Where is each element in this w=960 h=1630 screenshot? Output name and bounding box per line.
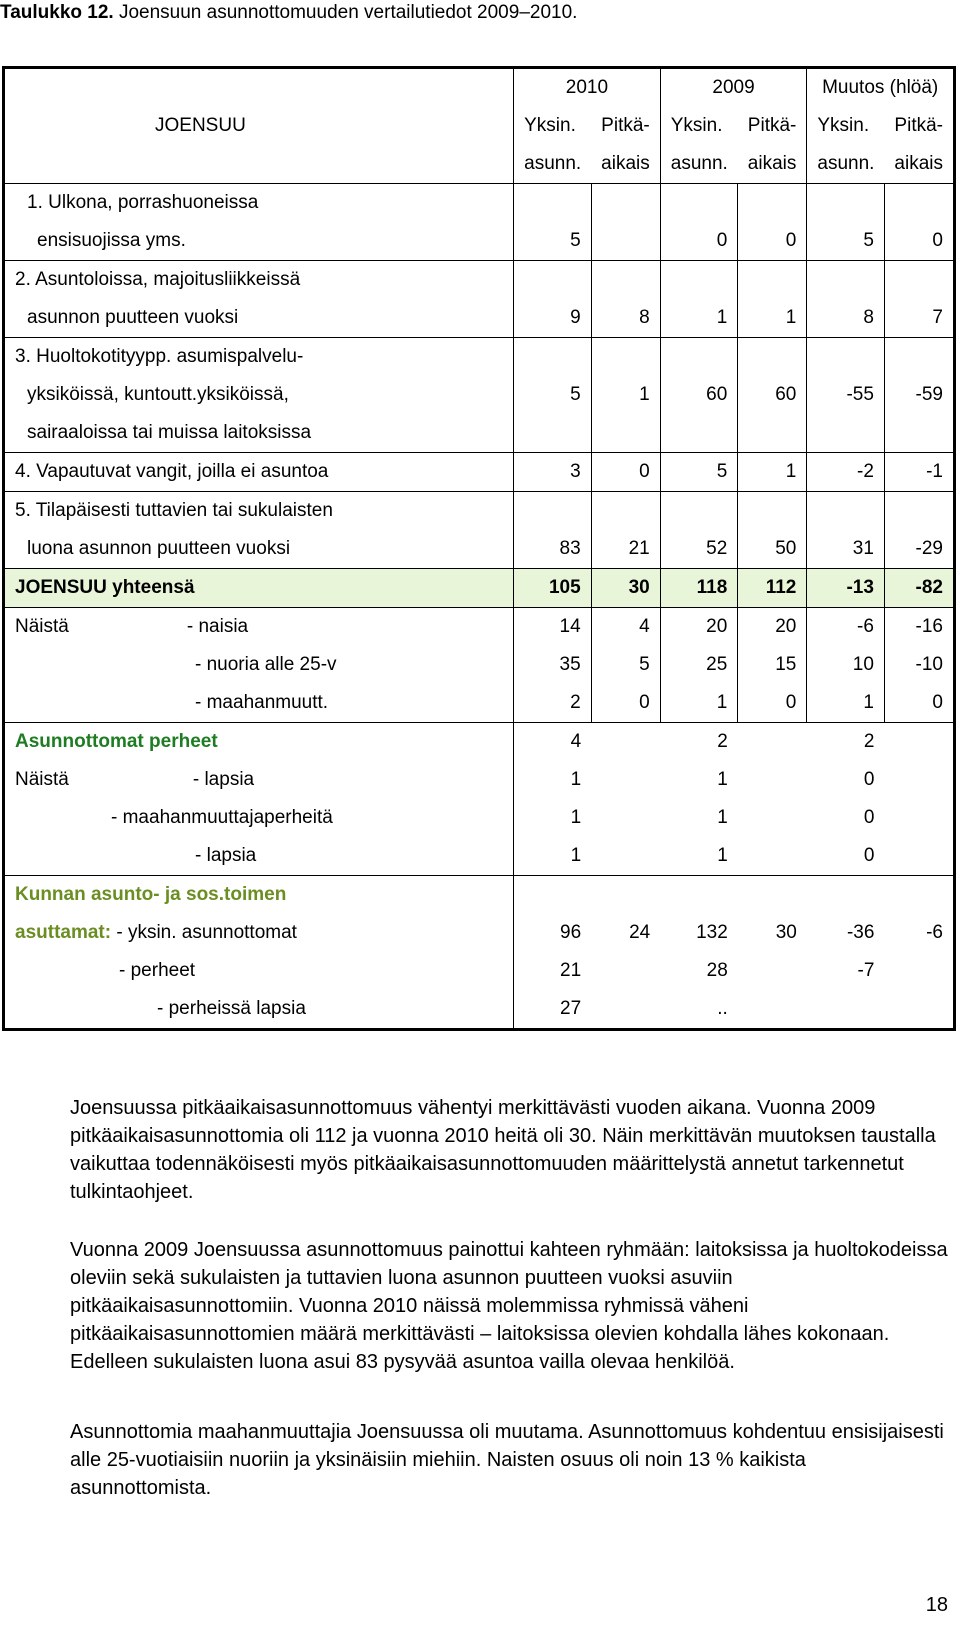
cell <box>807 338 885 377</box>
header-year-2009: 2009 <box>660 68 807 108</box>
cell <box>884 492 954 531</box>
row-label <box>4 761 514 799</box>
cell: -7 <box>857 960 875 981</box>
cell: 60 <box>660 376 738 414</box>
cell: 4 <box>514 723 592 762</box>
cell: 4 <box>591 608 660 647</box>
cell <box>807 184 885 223</box>
table-row <box>4 184 955 223</box>
header-row-year <box>4 68 955 108</box>
cell: 30 <box>591 569 660 608</box>
cell: 83 <box>514 530 592 569</box>
cell: 10 <box>807 646 885 684</box>
header-year-2010: 2010 <box>514 68 661 108</box>
table-row <box>4 222 955 261</box>
row-label: 2. Asuntoloissa, majoitusliikkeissä <box>4 261 514 300</box>
header-cell: aikais <box>884 145 954 184</box>
cell <box>738 837 807 876</box>
header-cell: Pitkä- <box>601 115 650 136</box>
cell: 31 <box>807 530 885 569</box>
cell: 1 <box>717 769 728 790</box>
cell: 25 <box>660 646 738 684</box>
kunta-label: Kunnan asunto- ja sos.toimen <box>4 876 514 915</box>
table-row <box>4 299 955 338</box>
header-cell: Pitkä- <box>747 115 797 136</box>
cell <box>738 492 807 531</box>
cell <box>591 338 660 377</box>
paragraph: Asunnottomia maahanmuuttajia Joensuussa oli muutama. Asunnottomuus kohdentuu ensisijaisesti alle 25-vuotiaisiin nuoriin ja yksinäisiin miehiin. Naisten osuus oli noin 13 % kaikista asunnottomista. <box>70 1421 944 1499</box>
cell: -29 <box>884 530 954 569</box>
table-row <box>4 876 955 915</box>
cell: 9 <box>514 299 592 338</box>
cell <box>738 723 807 762</box>
cell: 50 <box>738 530 807 569</box>
cell: 0 <box>738 222 807 261</box>
naista-label: Näistä <box>15 769 69 790</box>
cell <box>738 876 807 915</box>
table-row <box>4 646 955 684</box>
cell: -55 <box>807 376 885 414</box>
cell <box>807 414 885 453</box>
cell <box>884 184 954 223</box>
cell: -6 <box>807 608 885 647</box>
cell <box>591 799 660 837</box>
cell: 5 <box>514 222 592 261</box>
header-row-sub <box>4 145 955 184</box>
cell: -2 <box>807 453 885 492</box>
cell <box>884 952 954 990</box>
cell <box>591 723 660 762</box>
header-cell <box>4 145 514 184</box>
cell <box>738 799 807 837</box>
header-joensuu: JOENSUU <box>4 107 514 145</box>
cell: 21 <box>591 530 660 569</box>
table-row <box>4 608 955 647</box>
cell: 2 <box>807 723 885 762</box>
cell <box>660 338 738 377</box>
cell: 1 <box>717 807 728 828</box>
cell <box>660 492 738 531</box>
cell: 0 <box>884 222 954 261</box>
cell: 5 <box>591 646 660 684</box>
total-row <box>4 569 955 608</box>
cell: 0 <box>591 453 660 492</box>
cell <box>884 876 954 915</box>
homelessness-table <box>2 66 956 1031</box>
cell <box>738 261 807 300</box>
cell: -59 <box>884 376 954 414</box>
table-row <box>4 723 955 762</box>
cell: 24 <box>629 922 651 943</box>
cell: -1 <box>884 453 954 492</box>
cell: 96 <box>514 914 592 952</box>
cell <box>738 990 807 1030</box>
row-label: ensisuojissa yms. <box>4 222 514 261</box>
cell: 1 <box>738 453 807 492</box>
table-row <box>4 376 955 414</box>
cell: 5 <box>660 453 738 492</box>
table-row <box>4 761 955 799</box>
cell: 28 <box>706 960 728 981</box>
row-label: 5. Tilapäisesti tuttavien tai sukulaisten <box>4 492 514 531</box>
row-label: 1. Ulkona, porrashuoneissa <box>4 184 514 223</box>
cell <box>660 261 738 300</box>
cell: 30 <box>775 922 797 943</box>
cell: -10 <box>884 646 954 684</box>
cell <box>591 492 660 531</box>
cell: 1 <box>514 799 592 837</box>
table-caption <box>0 2 577 24</box>
cell: 1 <box>660 684 738 723</box>
table-row <box>4 799 955 837</box>
cell: 14 <box>514 608 592 647</box>
table-number: Taulukko 12. <box>0 2 114 23</box>
total-label: JOENSUU yhteensä <box>4 569 514 608</box>
header-cell: asunn. <box>514 145 592 184</box>
cell: 15 <box>738 646 807 684</box>
lapsia-label: - lapsia <box>192 769 255 790</box>
cell <box>738 338 807 377</box>
row-label: yksiköissä, kuntoutt.yksiköissä, <box>4 376 514 414</box>
row-label: - perheet <box>4 952 514 990</box>
cell: 1 <box>738 299 807 338</box>
cell: 20 <box>660 608 738 647</box>
cell <box>514 184 592 223</box>
cell: 1 <box>660 299 738 338</box>
cell: 7 <box>884 299 954 338</box>
header-change: Muutos (hlöä) <box>807 68 955 108</box>
cell: 20 <box>738 608 807 647</box>
row-label <box>4 608 514 647</box>
cell <box>738 761 807 799</box>
cell <box>514 876 592 915</box>
cell: -36 <box>846 922 875 943</box>
row-label <box>4 914 514 952</box>
cell: 0 <box>738 684 807 723</box>
row-label: - maahanmuuttajaperheitä <box>4 799 514 837</box>
cell <box>807 990 885 1030</box>
families-label: Asunnottomat perheet <box>4 723 514 762</box>
table-row <box>4 990 955 1030</box>
header-cell: Pitkä- <box>884 107 954 145</box>
table-row <box>4 261 955 300</box>
paragraph: Joensuussa pitkäaikaisasunnottomuus vähentyi merkittävästi vuoden aikana. Vuonna 2009 pitkäaikaisasunnottomia oli 112 ja vuonna 2010 heitä oli 30. Näin merkittävän muutoksen taustalla vaikuttaa todennäköisesti myös pitkäaikaisasunnottomuuden määrittelystä annetut tarkennetut tulkintaohjeet. <box>70 1097 936 1203</box>
cell <box>660 876 738 915</box>
table-row <box>4 837 955 876</box>
cell: 8 <box>807 299 885 338</box>
cell <box>514 261 592 300</box>
cell: 1 <box>514 761 592 799</box>
row-label: - maahanmuutt. <box>4 684 514 723</box>
row-label: asunnon puutteen vuoksi <box>4 299 514 338</box>
paragraph: Vuonna 2009 Joensuussa asunnottomuus painottui kahteen ryhmään: laitoksissa ja huoltokodeissa oleviin sekä sukulaisten ja tuttavien luona asunnon puutteen vuoksi asuviin pitkäaikaisasunnottomiin. Vuonna 2010 näissä molemmissa ryhmissä väheni pitkäaikaisasunnottomien määrä merkittävästi – laitoksissa olevien kohdalla lähes kokonaan. Edelleen sukulaisten luona asui 83 pysyvää asuntoa vailla olevaa henkilöä. <box>70 1239 948 1373</box>
table-row <box>4 414 955 453</box>
cell: 52 <box>660 530 738 569</box>
row-label: luona asunnon puutteen vuoksi <box>4 530 514 569</box>
cell: 8 <box>591 299 660 338</box>
cell <box>591 184 660 223</box>
cell: -13 <box>807 569 885 608</box>
naisia-label: - naisia <box>186 616 249 637</box>
naista-label: Näistä <box>15 616 69 637</box>
cell: 1 <box>807 684 885 723</box>
header-cell: asunn. <box>807 145 885 184</box>
header-row-kind <box>4 107 955 145</box>
cell <box>884 761 954 799</box>
header-cell: aikais <box>601 153 650 174</box>
table-row <box>4 914 955 952</box>
cell: 0 <box>884 684 954 723</box>
cell: 0 <box>591 684 660 723</box>
header-cell: aikais <box>747 153 797 174</box>
cell: -82 <box>884 569 954 608</box>
cell: 0 <box>863 807 875 828</box>
cell: 0 <box>660 222 738 261</box>
cell <box>738 414 807 453</box>
row-label: - lapsia <box>4 837 514 876</box>
cell <box>591 952 660 990</box>
cell: .. <box>660 990 738 1030</box>
table-row <box>4 530 955 569</box>
row-label: sairaaloissa tai muissa laitoksissa <box>4 414 514 453</box>
cell: 3 <box>514 453 592 492</box>
cell <box>807 876 885 915</box>
cell <box>591 414 660 453</box>
cell <box>660 414 738 453</box>
cell: 0 <box>863 845 875 866</box>
cell: 1 <box>514 837 592 876</box>
cell <box>884 414 954 453</box>
cell: 1 <box>591 376 660 414</box>
cell <box>591 990 660 1030</box>
header-cell: Yksin. <box>514 107 592 145</box>
header-cell: asunn. <box>660 145 738 184</box>
table-row <box>4 952 955 990</box>
cell: 27 <box>514 990 592 1030</box>
cell <box>591 261 660 300</box>
cell <box>591 761 660 799</box>
cell: 112 <box>738 569 807 608</box>
cell <box>660 184 738 223</box>
header-cell: Yksin. <box>807 107 885 145</box>
row-label: - perheissä lapsia <box>4 990 514 1030</box>
row-label: 4. Vapautuvat vangit, joilla ei asuntoa <box>4 453 514 492</box>
cell: -16 <box>884 608 954 647</box>
cell: 21 <box>514 952 592 990</box>
cell <box>514 492 592 531</box>
cell <box>807 492 885 531</box>
cell: 132 <box>696 922 728 943</box>
yksin-label: - yksin. asunnottomat <box>111 922 297 943</box>
cell <box>807 261 885 300</box>
page-number: 18 <box>925 1594 948 1616</box>
header-cell <box>4 68 514 108</box>
cell: 5 <box>514 376 592 414</box>
table-title: Joensuun asunnottomuuden vertailutiedot 2009–2010. <box>113 2 578 23</box>
cell <box>591 876 660 915</box>
cell: 2 <box>514 684 592 723</box>
cell <box>591 222 660 261</box>
cell: 60 <box>738 376 807 414</box>
row-label: 3. Huoltokotityypp. asumispalvelu- <box>4 338 514 377</box>
cell: 118 <box>660 569 738 608</box>
cell <box>884 799 954 837</box>
cell: 35 <box>514 646 592 684</box>
cell: 5 <box>807 222 885 261</box>
cell <box>884 990 954 1030</box>
cell <box>738 184 807 223</box>
cell: 2 <box>660 723 738 762</box>
asuttamat-label: asuttamat: <box>15 922 112 943</box>
cell: 105 <box>514 569 592 608</box>
cell <box>884 261 954 300</box>
cell <box>884 723 954 762</box>
cell <box>514 338 592 377</box>
cell <box>514 414 592 453</box>
table-row <box>4 338 955 377</box>
cell: 0 <box>863 769 875 790</box>
table-row <box>4 492 955 531</box>
row-label: - nuoria alle 25-v <box>4 646 514 684</box>
header-cell: Yksin. <box>660 107 738 145</box>
cell <box>591 837 660 876</box>
table-row <box>4 453 955 492</box>
cell <box>884 338 954 377</box>
cell: 1 <box>717 845 728 866</box>
cell: -6 <box>884 914 954 952</box>
cell <box>884 837 954 876</box>
cell <box>738 952 807 990</box>
table-row <box>4 684 955 723</box>
